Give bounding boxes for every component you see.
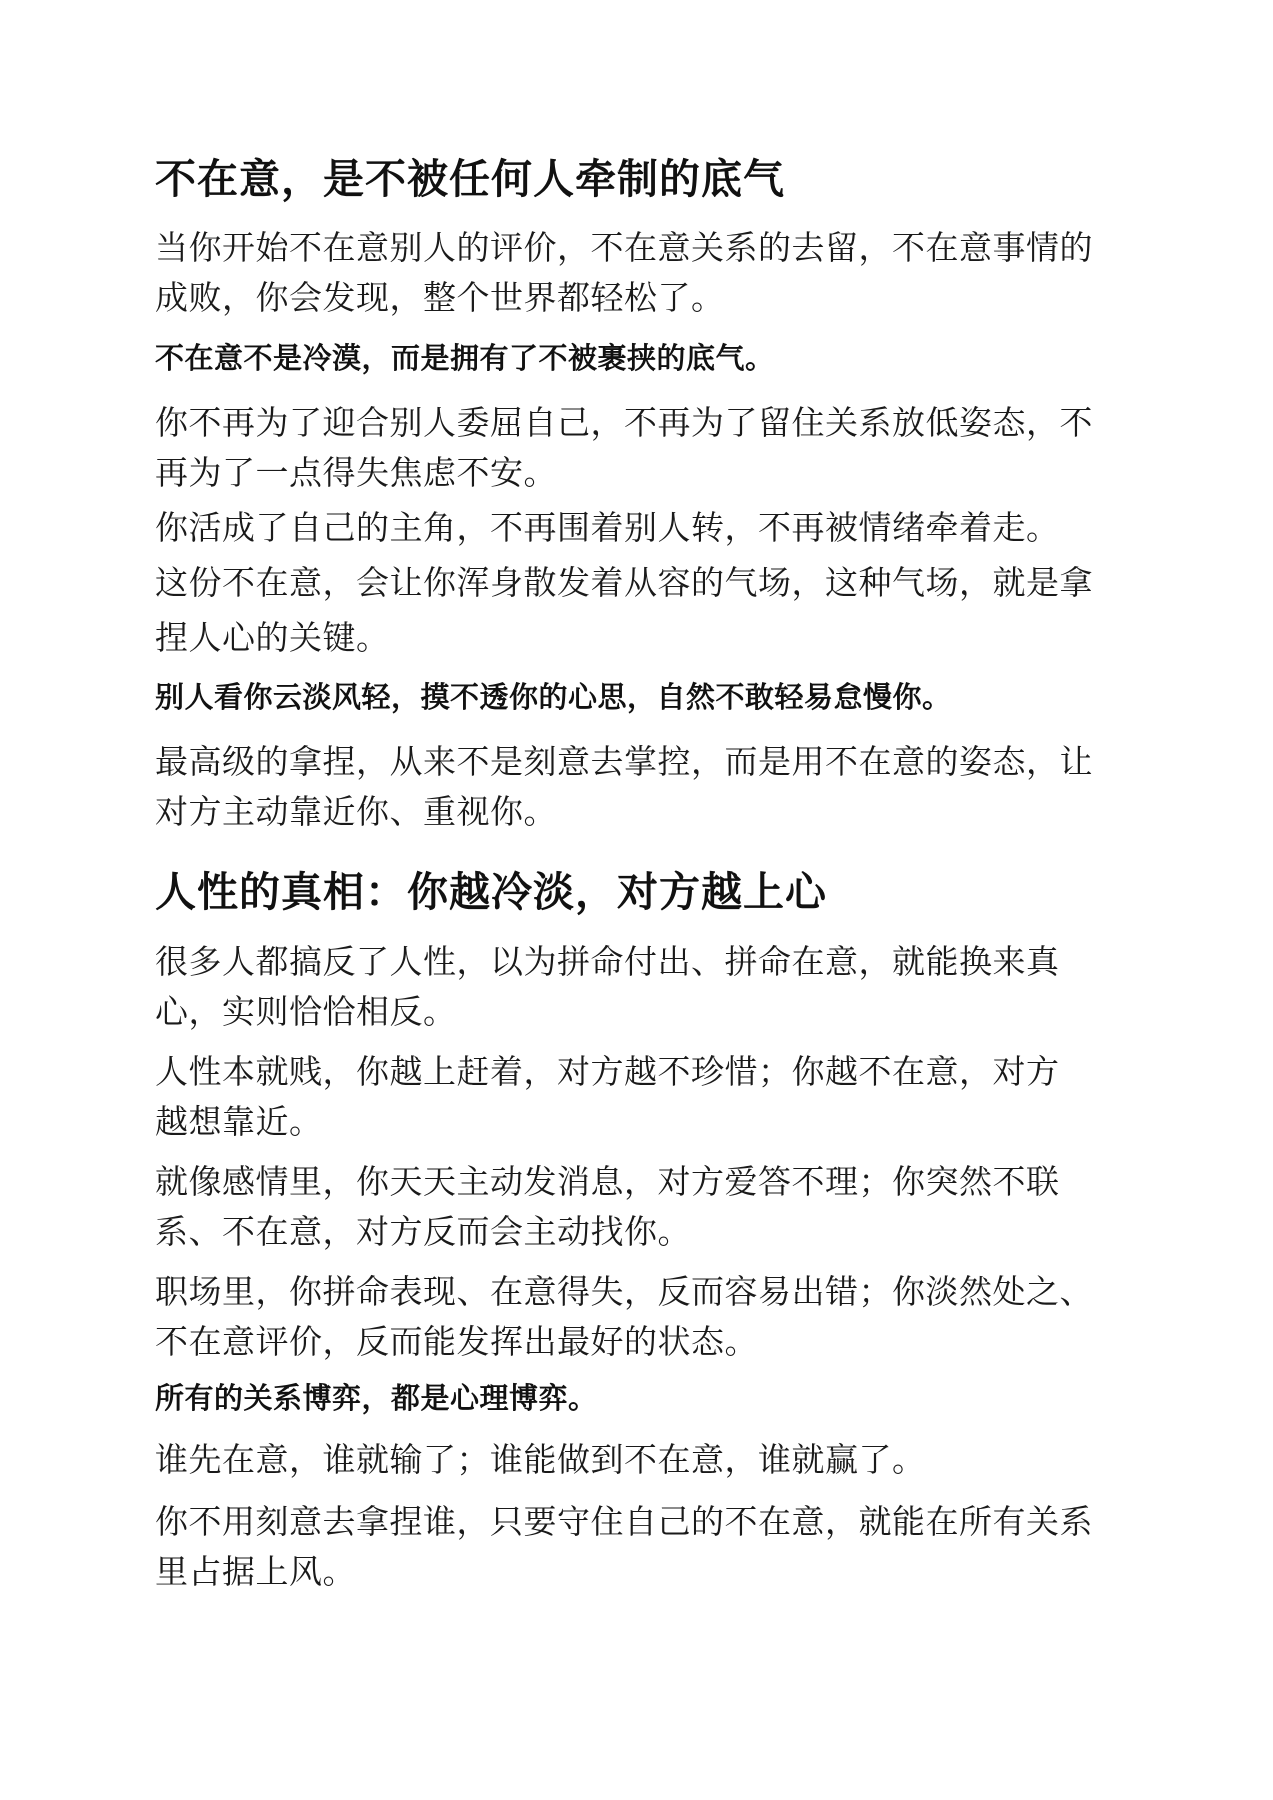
paragraph-line: 对方主动靠近你、重视你。 <box>155 792 557 831</box>
bold-statement: 不在意不是冷漠，而是拥有了不被裹挟的底气。 <box>155 341 775 375</box>
paragraph-line: 不在意评价，反而能发挥出最好的状态。 <box>155 1322 758 1361</box>
paragraph-line: 成败，你会发现，整个世界都轻松了。 <box>155 278 725 317</box>
paragraph-line: 越想靠近。 <box>155 1102 323 1141</box>
bold-statement: 所有的关系博弈，都是心理博弈。 <box>155 1381 598 1415</box>
paragraph-line: 再为了一点得失焦虑不安。 <box>155 453 557 492</box>
paragraph-line: 你不再为了迎合别人委屈自己，不再为了留住关系放低姿态，不 <box>155 403 1093 442</box>
paragraph-line: 就像感情里，你天天主动发消息，对方爱答不理；你突然不联 <box>155 1162 1060 1201</box>
paragraph-line: 很多人都搞反了人性，以为拼命付出、拼命在意，就能换来真 <box>155 942 1060 981</box>
section-heading: 不在意，是不被任何人牵制的底气 <box>155 155 785 203</box>
paragraph-line: 系、不在意，对方反而会主动找你。 <box>155 1212 691 1251</box>
paragraph-line: 你活成了自己的主角，不再围着别人转，不再被情绪牵着走。 <box>155 508 1060 547</box>
paragraph-line: 职场里，你拼命表现、在意得失，反而容易出错；你淡然处之、 <box>155 1272 1093 1311</box>
paragraph-line: 当你开始不在意别人的评价，不在意关系的去留，不在意事情的 <box>155 228 1093 267</box>
paragraph-line: 人性本就贱，你越上赶着，对方越不珍惜；你越不在意，对方 <box>155 1052 1060 1091</box>
paragraph-line: 心，实则恰恰相反。 <box>155 992 457 1031</box>
section-heading: 人性的真相：你越冷淡，对方越上心 <box>155 868 827 916</box>
paragraph-line: 捏人心的关键。 <box>155 618 390 657</box>
paragraph-line: 你不用刻意去拿捏谁，只要守住自己的不在意，就能在所有关系 <box>155 1502 1093 1541</box>
paragraph-line: 谁先在意，谁就输了；谁能做到不在意，谁就赢了。 <box>155 1440 926 1479</box>
bold-statement: 别人看你云淡风轻，摸不透你的心思，自然不敢轻易怠慢你。 <box>155 680 952 714</box>
paragraph-line: 这份不在意，会让你浑身散发着从容的气场，这种气场，就是拿 <box>155 563 1093 602</box>
paragraph-line: 最高级的拿捏，从来不是刻意去掌控，而是用不在意的姿态，让 <box>155 742 1093 781</box>
paragraph-line: 里占据上风。 <box>155 1552 356 1591</box>
